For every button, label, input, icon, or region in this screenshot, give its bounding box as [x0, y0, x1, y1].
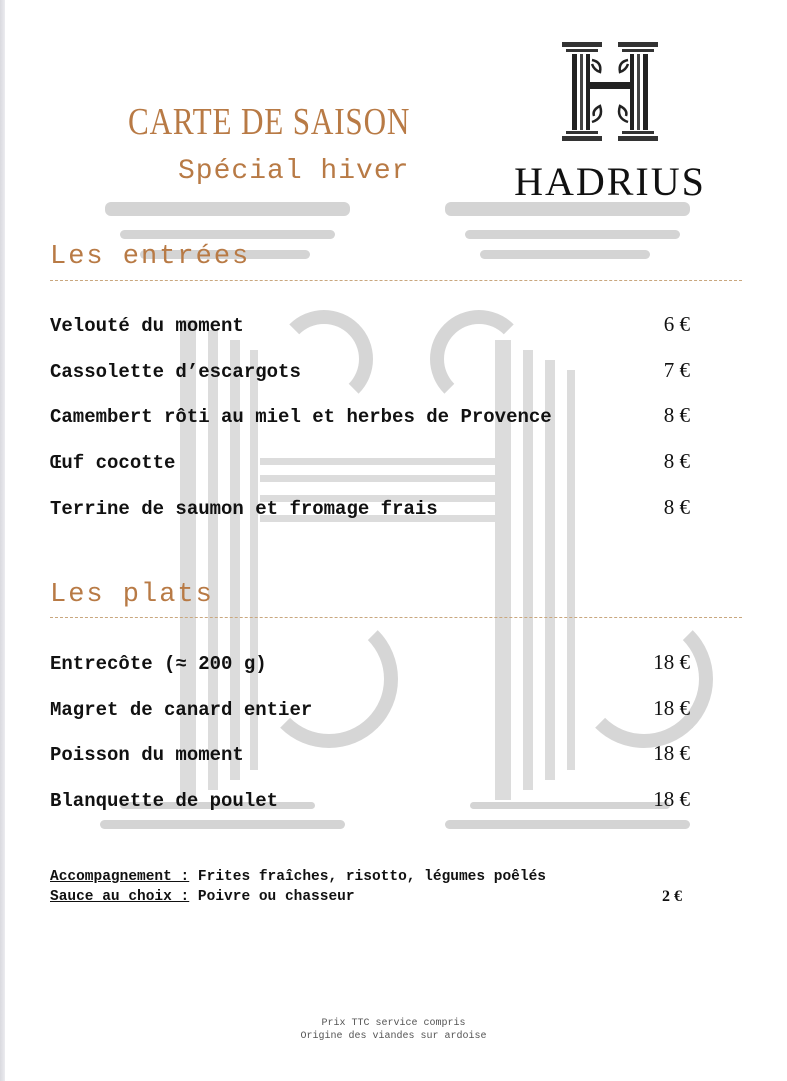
section-divider — [50, 617, 742, 618]
section-title-plats: Les plats — [50, 580, 214, 610]
footer-line-tax: Prix TTC service compris — [321, 1018, 466, 1029]
hadrius-logo — [505, 40, 715, 204]
note-label: Sauce au choix : — [50, 889, 190, 905]
item-price: 18 € — [653, 741, 690, 765]
item-name: Camembert rôti au miel et herbes de Provence — [50, 406, 552, 428]
section-divider — [50, 280, 742, 281]
item-price: 8 € — [663, 449, 690, 473]
item-name: Magret de canard entier — [50, 699, 313, 721]
item-price: 18 € — [653, 650, 690, 674]
note-value: Poivre ou chasseur — [189, 889, 355, 905]
item-name: Poisson du moment — [50, 744, 244, 766]
item-price: 8 € — [663, 403, 690, 427]
item-name: Terrine de saumon et fromage frais — [50, 498, 438, 520]
note-accompaniment — [50, 869, 546, 885]
brand-name: HADRIUS — [514, 159, 706, 204]
item-name: Cassolette d’escargots — [50, 361, 301, 383]
item-price: 8 € — [663, 495, 690, 519]
item-price: 7 € — [663, 358, 690, 382]
note-label: Accompagnement : — [50, 869, 190, 885]
item-name: Blanquette de poulet — [50, 790, 279, 812]
item-name: Velouté du moment — [50, 315, 244, 337]
menu-item — [50, 358, 690, 386]
menu-item — [50, 449, 690, 477]
menu-title: CARTE DE SAISON — [128, 101, 411, 143]
column-h-monogram-icon — [562, 42, 658, 142]
menu-item — [50, 312, 690, 340]
menu-item — [50, 495, 690, 523]
section-title-entrees: Les entrées — [50, 242, 251, 272]
menu-item — [50, 696, 690, 724]
menu-subtitle: Spécial hiver — [178, 156, 410, 187]
item-price: 6 € — [663, 312, 690, 336]
item-name: Œuf cocotte — [50, 452, 176, 474]
menu-item — [50, 787, 690, 815]
menu-item — [50, 403, 690, 431]
sauce-price: 2 € — [662, 888, 682, 905]
menu-item — [50, 650, 690, 678]
note-sauce — [50, 889, 355, 905]
item-price: 18 € — [653, 696, 690, 720]
item-price: 18 € — [653, 787, 690, 811]
menu-item — [50, 741, 690, 769]
note-value: Frites fraîches, risotto, légumes poêlés — [189, 869, 546, 885]
item-name: Entrecôte (≈ 200 g) — [50, 653, 267, 675]
footer-line-origin: Origine des viandes sur ardoise — [300, 1031, 487, 1042]
